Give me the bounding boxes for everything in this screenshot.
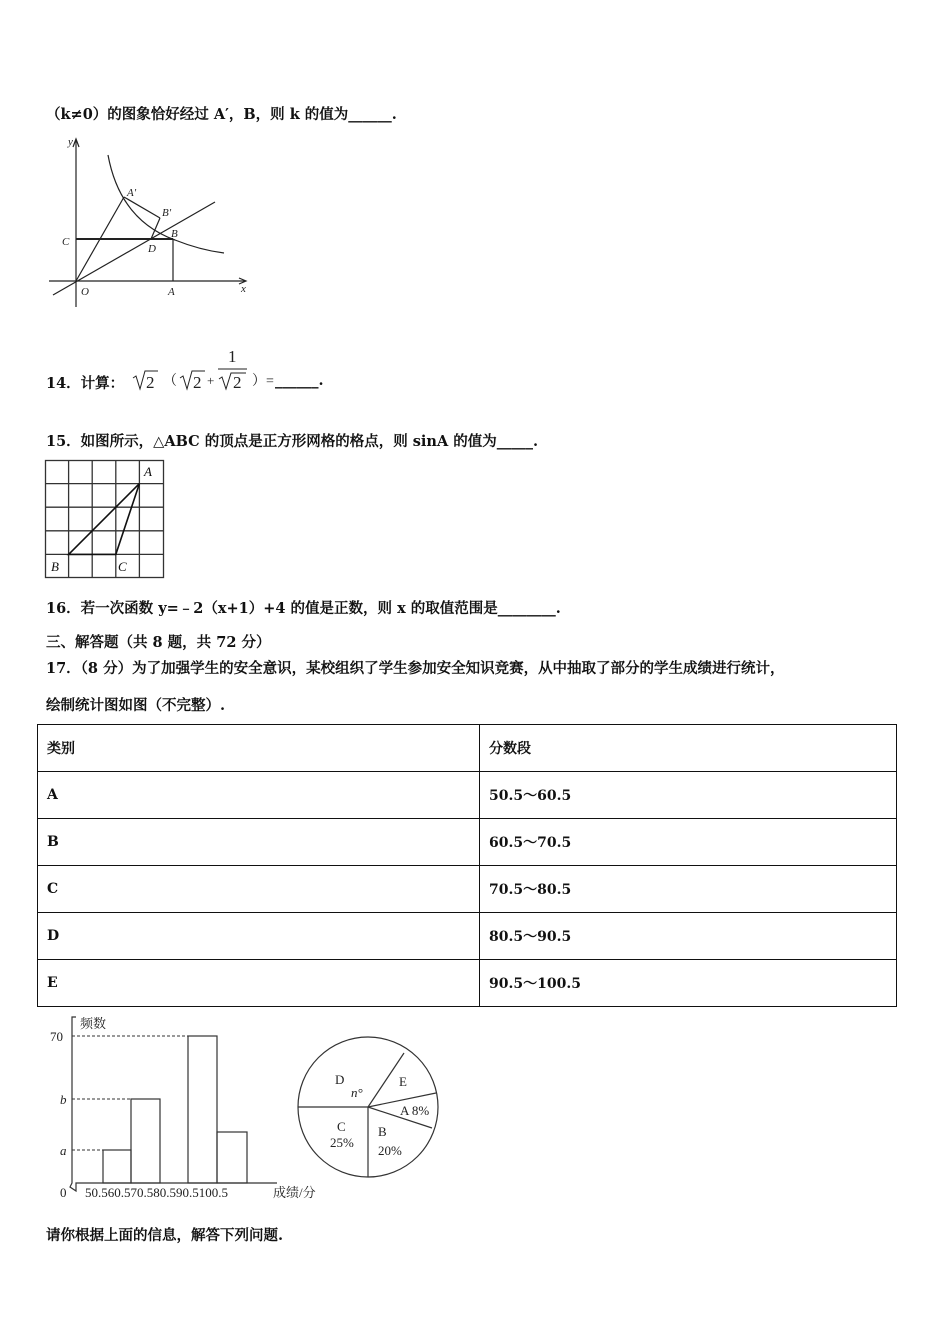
svg-text:D: D: [148, 243, 156, 255]
table-row: D 80.5～90.5: [38, 913, 897, 960]
svg-text:C: C: [337, 1119, 346, 1134]
svg-text:b: b: [60, 1092, 67, 1107]
q13-text: （k≠0）的图象恰好经过 A′，B，则 k 的值为______.: [46, 106, 397, 123]
svg-text:B′: B′: [162, 207, 172, 219]
q17-after: 请你根据上面的信息，解答下列问题.: [46, 1227, 284, 1244]
q17-line1: 17．（8 分）为了加强学生的安全意识，某校组织了学生参加安全知识竞赛，从中抽取了部分的学生成绩进行统计，: [46, 660, 785, 677]
svg-text:n°: n°: [351, 1085, 363, 1100]
table-header-row: 类别 分数段: [38, 725, 897, 772]
svg-text:2: 2: [233, 373, 242, 392]
pie-chart: [0, 1000, 460, 1210]
svg-text:B: B: [378, 1124, 387, 1139]
svg-text:2: 2: [146, 373, 155, 392]
svg-text:A′: A′: [127, 187, 137, 199]
table-row: B 60.5～70.5: [38, 819, 897, 866]
score-table: [37, 724, 897, 1007]
svg-text:+: +: [207, 373, 215, 388]
table-row: A 50.5～60.5: [38, 772, 897, 819]
svg-text:E: E: [399, 1074, 407, 1089]
table-row: E 90.5～100.5: [38, 960, 897, 1007]
svg-text:a: a: [60, 1143, 67, 1158]
svg-text:70: 70: [50, 1029, 63, 1044]
svg-text:C: C: [118, 559, 127, 574]
q15-grid-figure: [45, 460, 165, 580]
svg-text:频数: 频数: [80, 1016, 107, 1031]
svg-text:A: A: [144, 464, 152, 479]
svg-text:2: 2: [193, 373, 202, 392]
table-row: C 70.5～80.5: [38, 866, 897, 913]
svg-text:x: x: [241, 283, 246, 295]
exam-page: （k≠0）的图象恰好经过 A′，B，则 k 的值为______. y x O A B C D A′ B′ 14．计算： 2 （ 2 + 1 2 ）= ______. 15．如图所示，△ABC 的顶点是正方形网格的格点，则 sinA 的值为_____. A B C 16．若一次函数 y=﹣2（x+1）+4 的值是正数，则 x 的取值范围是________. 三、解答题（共 8 题，共 72 分） 17．（8 分）为了加强学生的安全意识，某校组织了学生参加安全知识竞赛，从中抽取了部分的学生成绩进行统计， 绘制统计图如图（不完整）. 类别 分数段 A 50.5～60.5 B 60.5～70.5 C 70.5～80.5 D 80.5～90.5 E 90.5～100.5 频数 70 b a 0 50.560.570.580.590.5100.5 成绩/分 D n° E A 8% B 20% C 25% 请你根据上面的信息，解答下列问题.: [0, 0, 950, 1344]
svg-text:O: O: [81, 286, 89, 298]
svg-text:D: D: [335, 1072, 345, 1087]
q13-figure: [0, 0, 950, 400]
svg-text:B: B: [51, 559, 59, 574]
svg-text:C: C: [62, 236, 70, 248]
svg-text:）=: ）=: [252, 374, 274, 389]
svg-text:成绩/分: 成绩/分: [273, 1185, 316, 1200]
svg-text:25%: 25%: [330, 1135, 354, 1150]
svg-text:0: 0: [60, 1185, 67, 1200]
svg-text:A 8%: A 8%: [400, 1103, 430, 1118]
svg-text:（: （: [163, 374, 177, 389]
q15-text: 15．如图所示，△ABC 的顶点是正方形网格的格点，则 sinA 的值为_____.: [46, 433, 539, 450]
svg-text:50.560.570.580.590.5100.5: 50.560.570.580.590.5100.5: [85, 1185, 228, 1200]
svg-text:20%: 20%: [378, 1143, 402, 1158]
svg-text:y: y: [68, 136, 73, 148]
q16-text: 16．若一次函数 y=﹣2（x+1）+4 的值是正数，则 x 的取值范围是________.: [46, 600, 561, 617]
q17-line2: 绘制统计图如图（不完整）.: [46, 697, 226, 714]
section-heading: 三、解答题（共 8 题，共 72 分）: [46, 634, 271, 651]
svg-text:A: A: [168, 286, 175, 298]
svg-text:1: 1: [228, 347, 237, 366]
svg-text:B: B: [171, 228, 178, 240]
